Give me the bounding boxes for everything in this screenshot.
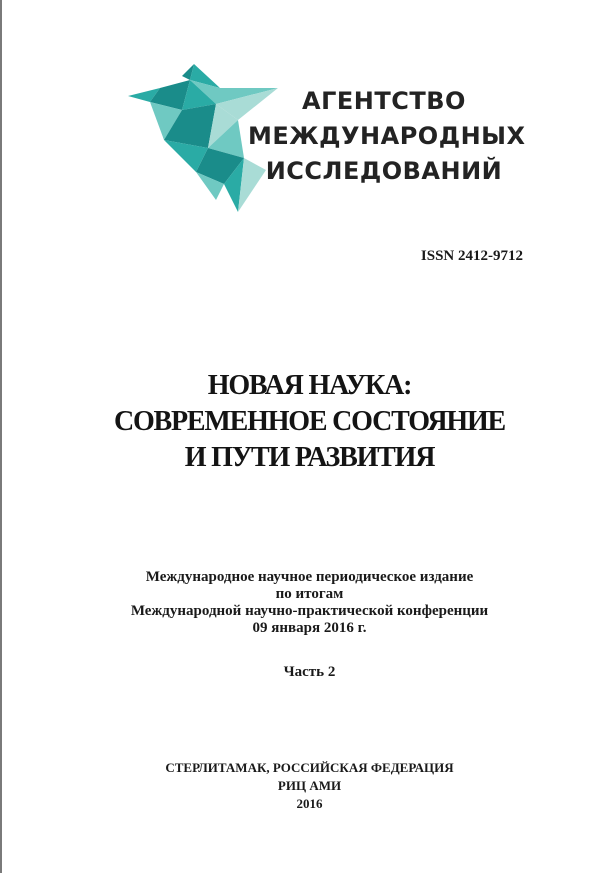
publisher-name-line-2: МЕЖДУНАРОДНЫХ [248, 122, 526, 150]
description-line-2: по итогам [275, 586, 344, 602]
imprint-year: 2016 [296, 796, 323, 811]
title-line-2: СОВРЕМЕННОЕ СОСТОЯНИЕ [113, 406, 506, 437]
publisher-name [248, 84, 526, 189]
imprint [2, 759, 615, 813]
publication-title [2, 368, 615, 476]
publisher-name-line-3: ИССЛЕДОВАНИЙ [265, 157, 503, 185]
publication-description [2, 569, 615, 637]
imprint-publisher: РИЦ АМИ [277, 778, 342, 793]
imprint-location: СТЕРЛИТАМАК, РОССИЙСКАЯ ФЕДЕРАЦИЯ [165, 760, 454, 775]
title-line-3: И ПУТИ РАЗВИТИЯ [184, 442, 435, 473]
issn-number: ISSN 2412-9712 [420, 248, 523, 264]
description-line-1: Международное научное периодическое издание [145, 569, 474, 585]
publisher-logo [120, 62, 526, 222]
description-line-4: 09 января 2016 г. [252, 620, 367, 636]
part-number: Часть 2 [283, 664, 336, 680]
title-line-1: НОВАЯ НАУКА: [207, 370, 412, 401]
publisher-name-line-1: АГЕНТСТВО [302, 87, 466, 115]
description-line-3: Международной научно-практической конференции [130, 603, 489, 619]
